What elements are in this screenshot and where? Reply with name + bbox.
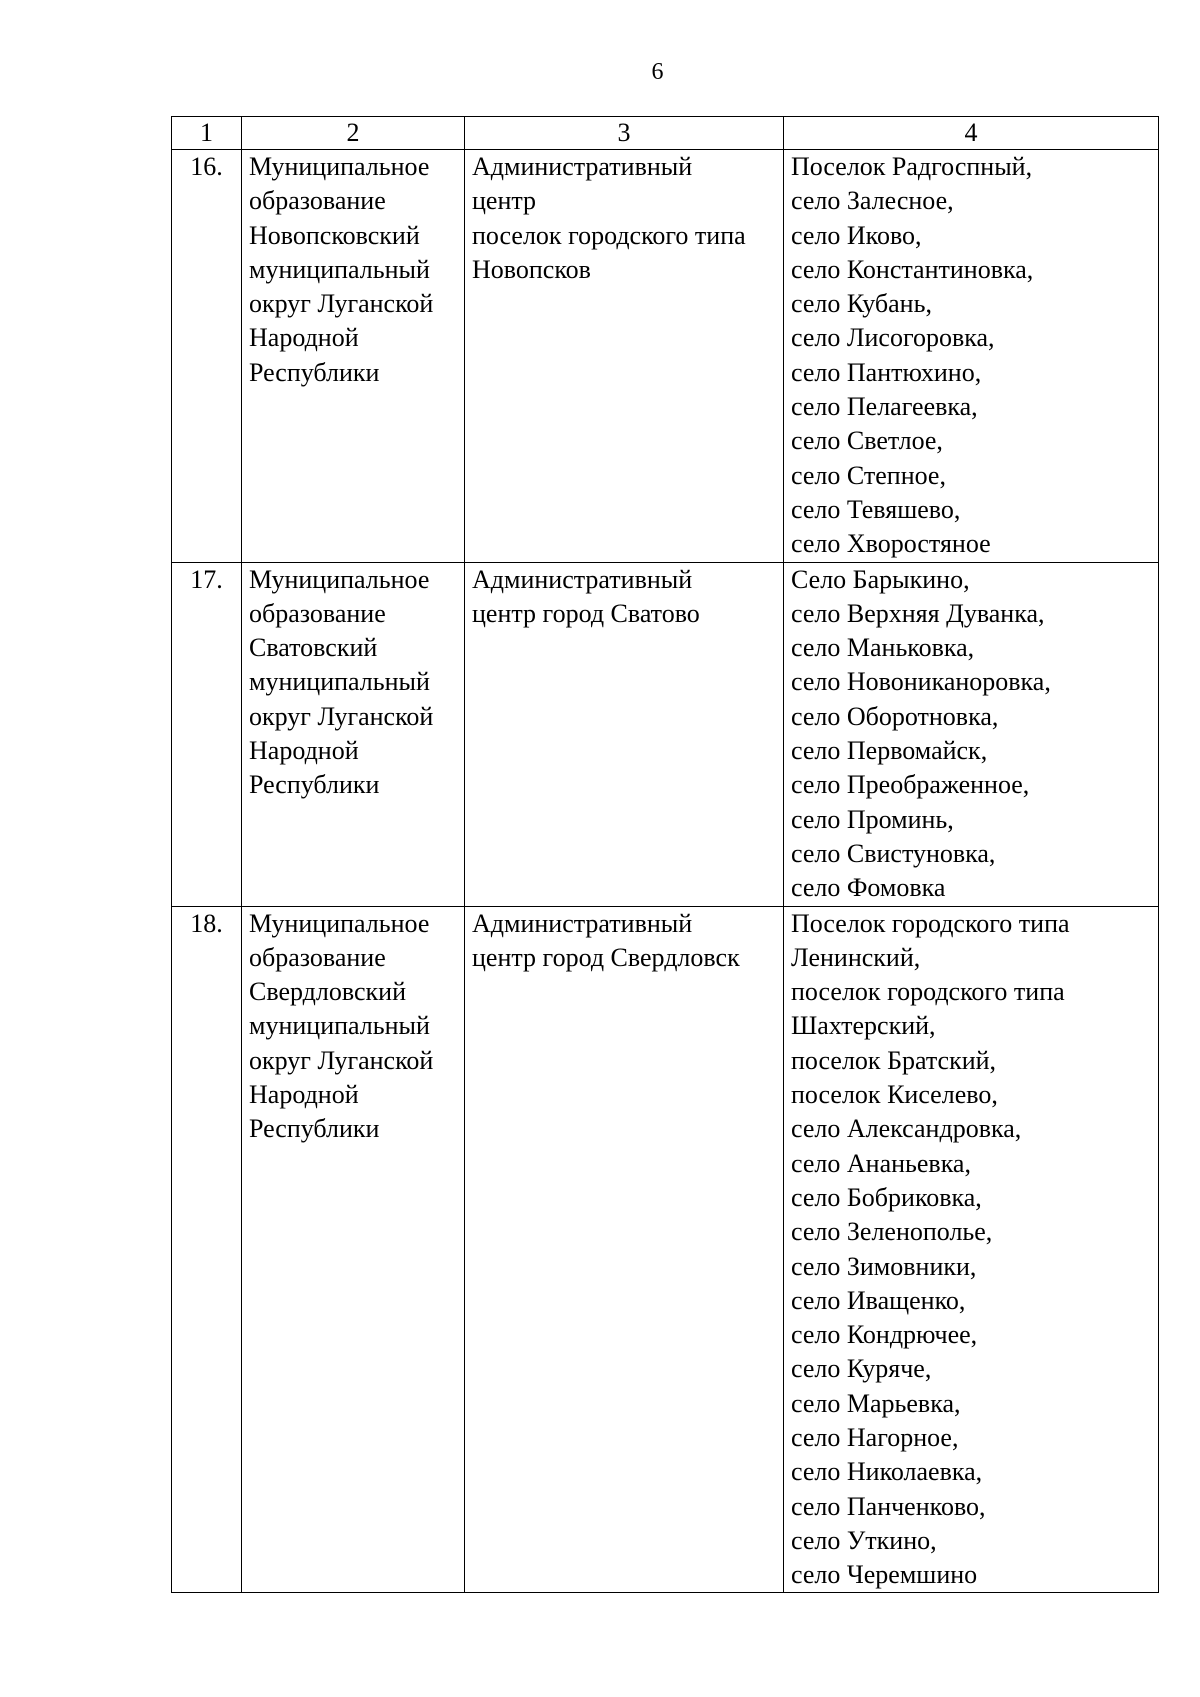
settlement-item: село Черемшино: [791, 1560, 978, 1590]
settlement-item: село Пелагеевка,: [791, 392, 978, 422]
settlement-item: Ленинский,: [791, 942, 921, 972]
settlement-item: село Бобриковка,: [791, 1182, 982, 1212]
table-body: [172, 150, 1159, 1593]
settlement-item: Шахтерский,: [791, 1011, 936, 1041]
settlement-item: село Николаевка,: [791, 1457, 983, 1487]
settlement-item: село Иващенко,: [791, 1285, 966, 1315]
settlement-item: село Пантюхино,: [791, 357, 982, 387]
municipality-name-line: образование: [249, 942, 386, 972]
settlement-item: село Кубань,: [791, 289, 932, 319]
municipality-name-cell: [242, 562, 465, 906]
municipality-name-line: Муниципальное: [249, 152, 430, 181]
municipality-name-line: Сватовский: [249, 633, 378, 663]
municipality-name-line: округ Луганской: [249, 1045, 434, 1075]
column-header-3: 3: [465, 117, 784, 150]
settlements-cell: [784, 562, 1159, 906]
column-header-2: 2: [242, 117, 465, 150]
settlement-item: Село Барыкино,: [791, 564, 970, 594]
administrative-center-line: Административный: [472, 908, 693, 938]
municipality-name-line: муниципальный: [249, 1011, 430, 1041]
settlements-cell: [784, 150, 1159, 563]
settlement-item: село Залесное,: [791, 186, 954, 216]
administrative-center-line: центр город Свердловск: [472, 942, 740, 972]
administrative-center-cell: [465, 906, 784, 1593]
row-number: 16.: [172, 150, 242, 563]
settlement-item: село Александровка,: [791, 1114, 1022, 1144]
administrative-center-line: поселок городского типа: [472, 220, 746, 250]
municipality-name-line: Народной: [249, 1080, 359, 1110]
settlement-item: поселок Братский,: [791, 1045, 997, 1075]
municipality-name-line: Республики: [249, 357, 380, 387]
settlement-item: село Проминь,: [791, 804, 954, 834]
municipality-name-line: округ Луганской: [249, 289, 434, 319]
municipality-name-line: образование: [249, 186, 386, 216]
settlement-item: село Фомовка: [791, 873, 946, 903]
settlement-item: село Куряче,: [791, 1354, 932, 1384]
settlement-item: село Хворостяное: [791, 529, 991, 559]
municipality-name-line: Республики: [249, 770, 380, 800]
municipality-name-cell: [242, 906, 465, 1593]
settlement-item: село Константиновка,: [791, 254, 1034, 284]
settlement-item: село Новониканоровка,: [791, 667, 1051, 697]
settlement-item: село Верхняя Дуванка,: [791, 598, 1045, 628]
settlement-item: село Оборотновка,: [791, 701, 999, 731]
municipality-name-line: Свердловский: [249, 977, 406, 1007]
table-row: [172, 906, 1159, 1593]
table-header: [172, 117, 1159, 150]
settlement-item: село Марьевка,: [791, 1388, 961, 1418]
row-number: 18.: [172, 906, 242, 1593]
row-number: 17.: [172, 562, 242, 906]
municipality-name-line: Муниципальное: [249, 908, 430, 938]
administrative-center-line: Административный: [472, 152, 693, 181]
table-row: [172, 150, 1159, 563]
administrative-center-line: центр: [472, 186, 537, 216]
administrative-center-line: Новопсков: [472, 254, 591, 284]
settlement-item: поселок Киселево,: [791, 1080, 998, 1110]
settlement-item: Поселок городского типа: [791, 908, 1070, 938]
municipality-name-line: муниципальный: [249, 254, 430, 284]
municipality-name-line: Муниципальное: [249, 564, 430, 594]
municipality-name-line: муниципальный: [249, 667, 430, 697]
municipality-name-line: округ Луганской: [249, 701, 434, 731]
settlement-item: село Зеленополье,: [791, 1217, 993, 1247]
administrative-center-line: Административный: [472, 564, 693, 594]
settlement-item: село Уткино,: [791, 1525, 937, 1555]
settlement-item: Поселок Радгоспный,: [791, 152, 1033, 181]
settlement-item: село Степное,: [791, 460, 946, 490]
settlement-item: село Свистуновка,: [791, 838, 996, 868]
municipal-table: [171, 116, 1159, 1593]
settlement-item: село Ананьевка,: [791, 1148, 971, 1178]
municipality-name-line: Народной: [249, 323, 359, 353]
municipality-name-cell: [242, 150, 465, 563]
settlement-item: село Лисогоровка,: [791, 323, 995, 353]
administrative-center-cell: [465, 150, 784, 563]
settlement-item: село Панченково,: [791, 1491, 986, 1521]
settlement-item: село Первомайск,: [791, 736, 988, 766]
municipality-name-line: Народной: [249, 736, 359, 766]
settlement-item: село Преображенное,: [791, 770, 1030, 800]
settlements-cell: [784, 906, 1159, 1593]
administrative-center-cell: [465, 562, 784, 906]
page-number: 6: [651, 59, 664, 85]
settlement-item: село Нагорное,: [791, 1422, 959, 1452]
settlement-item: село Зимовники,: [791, 1251, 977, 1281]
settlement-item: село Тевяшево,: [791, 494, 961, 524]
settlement-item: село Кондрючее,: [791, 1320, 978, 1350]
column-header-1: 1: [172, 117, 242, 150]
municipality-name-line: Республики: [249, 1114, 380, 1144]
settlement-item: село Иково,: [791, 220, 922, 250]
column-header-4: 4: [784, 117, 1159, 150]
settlement-item: село Маньковка,: [791, 633, 975, 663]
settlement-item: село Светлое,: [791, 426, 943, 456]
municipality-name-line: Новопсковский: [249, 220, 420, 250]
settlement-item: поселок городского типа: [791, 977, 1065, 1007]
header-row: [172, 117, 1159, 150]
table-row: [172, 562, 1159, 906]
municipality-name-line: образование: [249, 598, 386, 628]
administrative-center-line: центр город Сватово: [472, 598, 700, 628]
